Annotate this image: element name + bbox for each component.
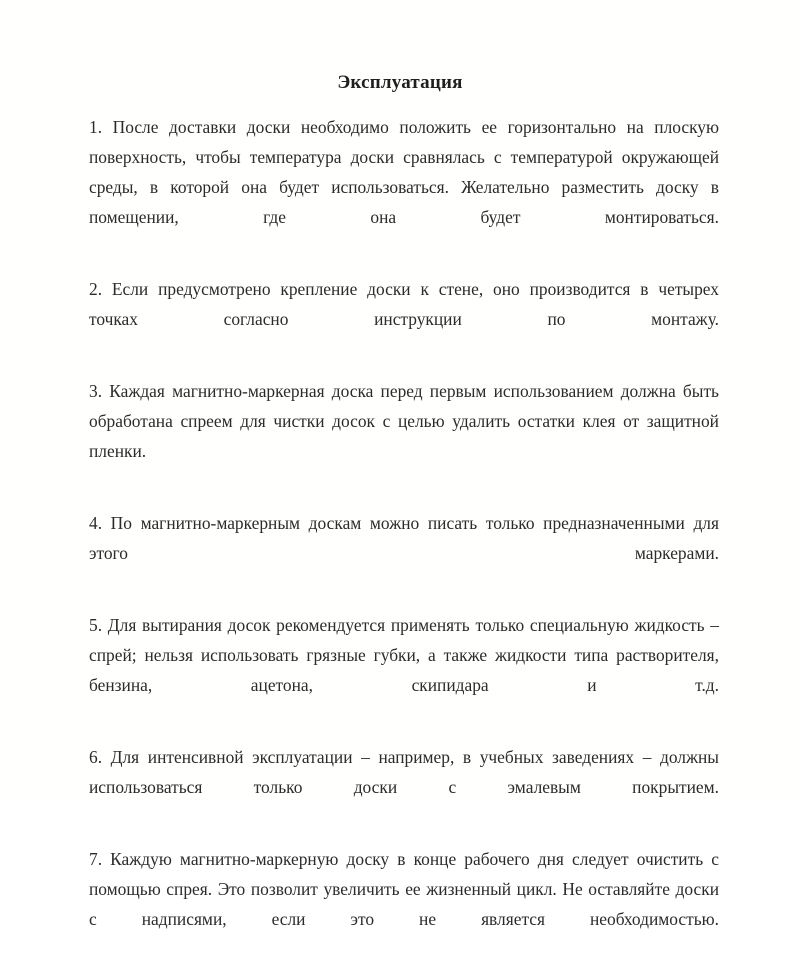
page-title: Эксплуатация <box>337 72 463 93</box>
paragraph-7: 7. Каждую магнитно-маркерную доску в конце рабочего дня следует очистить с помощью спрея. Это позволит увеличить ее жизненный цикл. Не оставляйте доски с надписями, если это не является необходимостью. <box>89 849 719 929</box>
paragraph-5: 5. Для вытирания досок рекомендуется применять только специальную жидкость – спрей; нельзя использовать грязные губки, а также жидкости типа растворителя, бензина, ацетона, скипидара и т.д. <box>89 615 719 695</box>
paragraph-3: 3. Каждая магнитно-маркерная доска перед первым использованием должна быть обработана спреем для чистки досок с целью удалить остатки клея от защитной пленки. <box>89 381 719 461</box>
paragraph-1: 1. После доставки доски необходимо положить ее горизонтально на плоскую поверхность, чтобы температура доски сравнялась с температурой окружающей среды, в которой она будет использоваться. Желательно разместить доску в помещении, где она будет монтироваться. <box>89 117 719 227</box>
paragraph-4: 4. По магнитно-маркерным доскам можно писать только предназначенными для этого маркерами. <box>89 513 719 563</box>
document-body <box>89 112 719 964</box>
paragraph-6: 6. Для интенсивной эксплуатации – например, в учебных заведениях – должны использоваться только доски с эмалевым покрытием. <box>89 747 719 797</box>
paragraph-2: 2. Если предусмотрено крепление доски к стене, оно производится в четырех точках согласно инструкции по монтажу. <box>89 279 719 329</box>
